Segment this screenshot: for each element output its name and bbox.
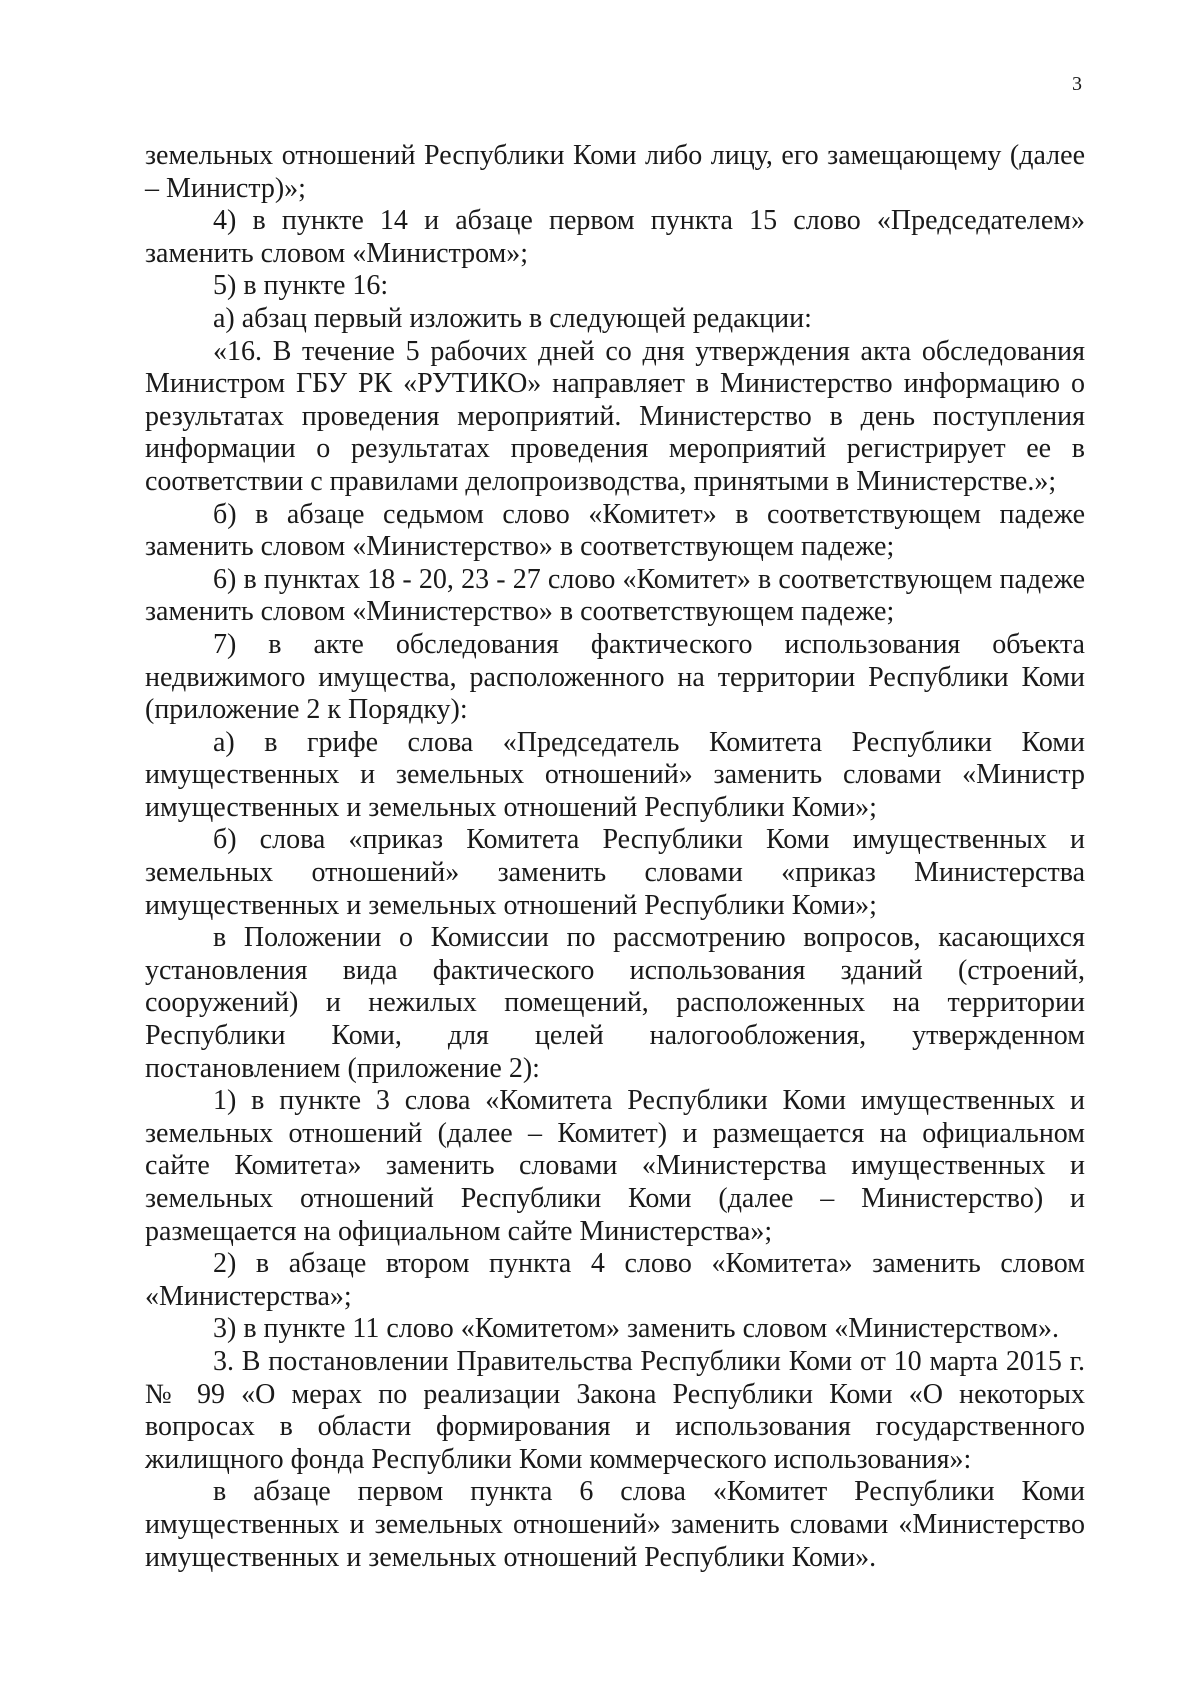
paragraph-item-5b: б) в абзаце седьмом слово «Комитет» в соответствующем падеже заменить словом «Министерство» в соответствующем падеже;	[145, 498, 1085, 563]
paragraph-item-5: 5) в пункте 16:	[213, 270, 389, 302]
paragraph-quoted-16: «16. В течение 5 рабочих дней со дня утверждения акта обследования Министром ГБУ РК «РУТИКО» направляет в Министерство информацию о результатах проведения мероприятий. Министерство в день поступления информации о результатах проведения мероприятий регистрирует ее в соответствии с правилами делопроизводства, принятыми в Министерстве.»;	[145, 335, 1085, 497]
paragraph-item-4: 4) в пункте 14 и абзаце первом пункта 15 слово «Председателем» заменить словом «Министром»;	[145, 205, 1085, 269]
paragraph-item-7a: а) в грифе слова «Председатель Комитета Республики Коми имущественных и земельных отношений» заменить словами «Министр имущественных и земельных отношений Республики Коми»;	[145, 726, 1085, 823]
document-body	[145, 140, 1085, 1574]
paragraph-section-3: 3. В постановлении Правительства Республики Коми от 10 марта 2015 г. № 99 «О мерах по реализации Закона Республики Коми «О некоторых вопросах в области формирования и использования государственного жилищного фонда Республики Коми коммерческого использования»:	[145, 1345, 1085, 1475]
page-number: 3	[1072, 73, 1082, 95]
paragraph-item-7b: б) слова «приказ Комитета Республики Коми имущественных и земельных отношений» заменить словами «приказ Министерства имущественных и земельных отношений Республики Коми»;	[145, 824, 1085, 921]
paragraph-item-6: 6) в пунктах 18 - 20, 23 - 27 слово «Комитет» в соответствующем падеже заменить словом «Министерство» в соответствующем падеже;	[145, 563, 1085, 628]
paragraph-regulation-item-1: 1) в пункте 3 слова «Комитета Республики Коми имущественных и земельных отношений (далее – Комитет) и размещается на официальном сайте Комитета» заменить словами «Министерства имущественных и земельных отношений Республики Коми (далее – Министерство) и размещается на официальном сайте Министерства»;	[145, 1085, 1085, 1247]
paragraph-item-7: 7) в акте обследования фактического использования объекта недвижимого имущества, расположенного на территории Республики Коми (приложение 2 к Порядку):	[145, 628, 1085, 726]
paragraph-regulation-item-2: 2) в абзаце втором пункта 4 слово «Комитета» заменить словом «Министерства»;	[145, 1248, 1085, 1312]
paragraph-item-5a: а) абзац первый изложить в следующей редакции:	[213, 302, 812, 334]
paragraph-continuation: земельных отношений Республики Коми либо лицу, его замещающему (далее – Министр)»;	[145, 140, 1085, 204]
paragraph-regulation-item-3: 3) в пункте 11 слово «Комитетом» заменить словом «Министерством».	[213, 1313, 1060, 1345]
paragraph-section-3-item: в абзаце первом пункта 6 слова «Комитет Республики Коми имущественных и земельных отношений» заменить словами «Министерство имущественных и земельных отношений Республики Коми».	[145, 1476, 1085, 1573]
paragraph-commission-regulation: в Положении о Комиссии по рассмотрению вопросов, касающихся установления вида фактического использования зданий (строений, сооружений) и нежилых помещений, расположенных на территории Республики Коми, для целей налогообложения, утвержденном постановлением (приложение 2):	[145, 922, 1085, 1084]
